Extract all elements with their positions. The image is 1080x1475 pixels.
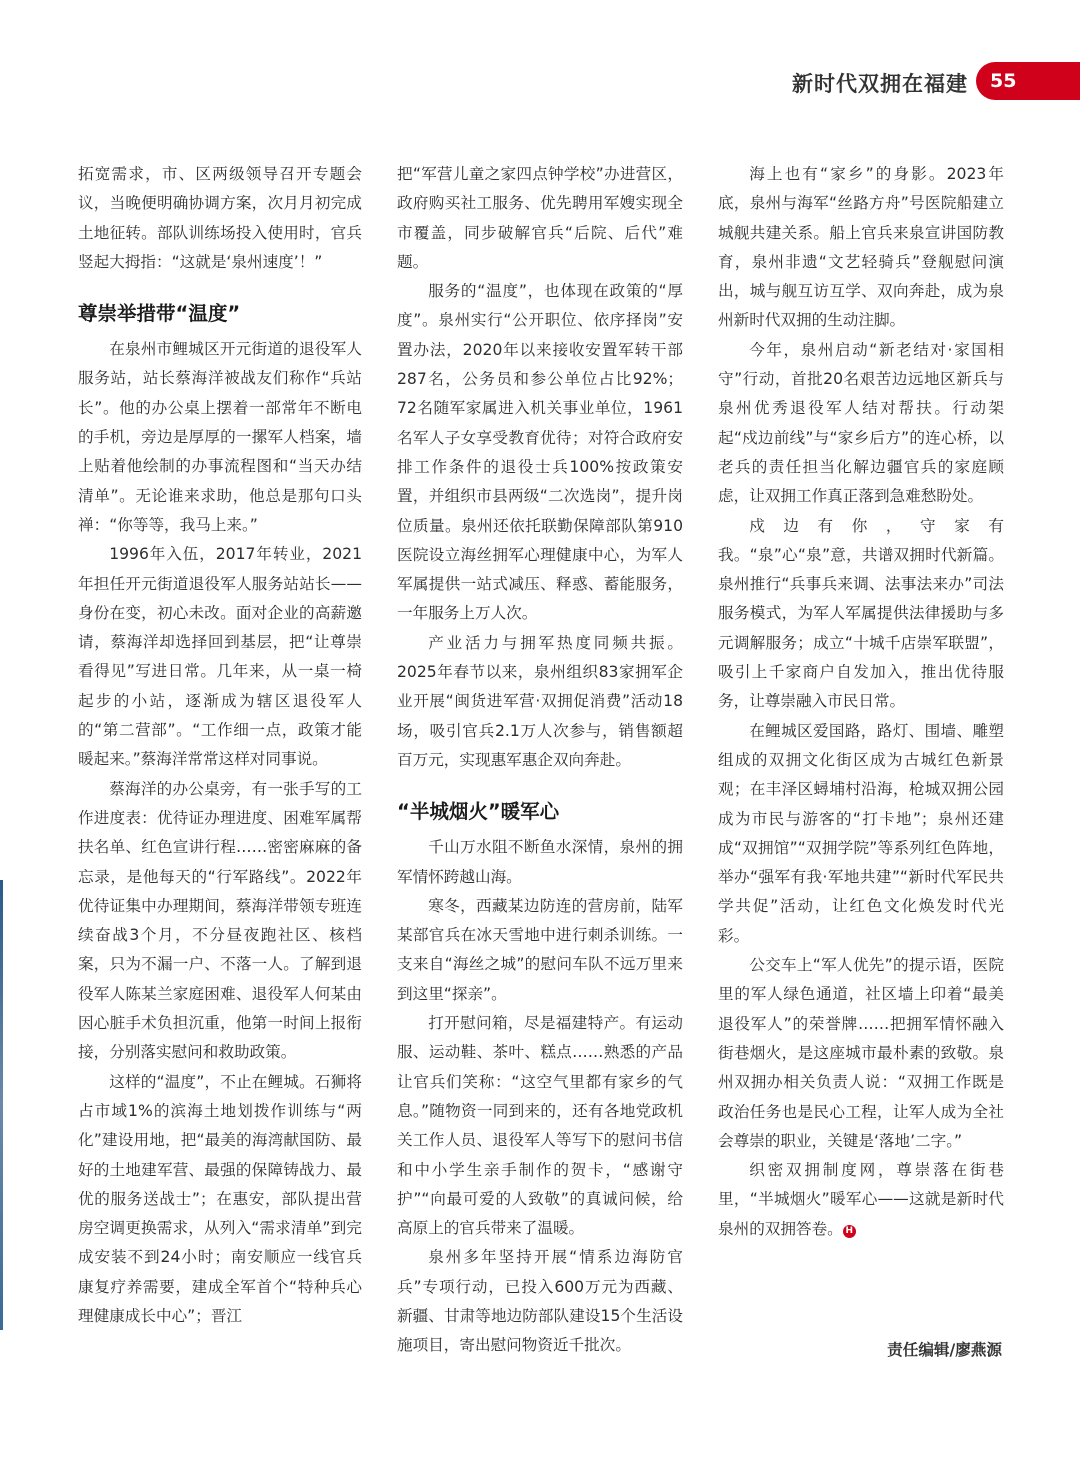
paragraph: 服务的“温度”，也体现在政策的“厚度”。泉州实行“公开职位、依序择岗”安置办法，2020年以来接收安置军转干部287名，公务员和参公单位占比92%；72名随军家属进入机关事业单位，1961名军人子女享受教育优待；对符合政府安排工作条件的退役士兵100%按政策安置，并组织市县两级“二次选岗”，提升岗位质量。泉州还依托联勤保障部队第910医院设立海丝拥军心理健康中心，为军人军属提供一站式减压、释惑、蓄能服务，一年服务上万人次。 [397, 282, 683, 623]
page-number: 55 [990, 70, 1017, 92]
page-number-tab [976, 62, 1080, 100]
column-2 [397, 160, 683, 1361]
paragraph: 寒冬，西藏某边防连的营房前，陆军某部官兵在冰天雪地中进行刺杀训练。一支来自“海丝之城”的慰问车队不远万里来到这里“探亲”。 [397, 896, 683, 1003]
paragraph: 在鲤城区爱国路，路灯、围墙、雕塑组成的双拥文化街区成为古城红色新景观；在丰泽区蟳埔村沿海，枪城双拥公园成为市民与游客的“打卡地”；泉州还建成“双拥馆”“双拥学院”等系列红色阵地，举办“强军有我·军地共建”“新时代军民共学共促”活动，让红色文化焕发时代光彩。 [718, 721, 1004, 945]
paragraph: 今年，泉州启动“新老结对·家国相守”行动，首批20名艰苦边远地区新兵与泉州优秀退役军人结对帮扶。行动架起“戍边前线”与“家乡后方”的连心桥，以老兵的责任担当化解边疆官兵的家庭顾虑，让双拥工作真正落到急难愁盼处。 [718, 340, 1004, 506]
paragraph: 打开慰问箱，尽是福建特产。有运动服、运动鞋、茶叶、糕点……熟悉的产品让官兵们笑称：“这空气里都有家乡的气息。”随物资一同到来的，还有各地党政机关工作人员、退役军人等写下的慰问书信和中小学生亲手制作的贺卡，“感谢守护”“向最可爱的人致敬”的真诚问候，给高原上的官兵带来了温暖。 [397, 1014, 683, 1238]
section-heading: “半城烟火”暖军心 [397, 800, 560, 824]
paragraph: 产业活力与拥军热度同频共振。2025年春节以来，泉州组织83家拥军企业开展“闽货进军营·双拥促消费”活动18场，吸引官兵2.1万人次参与，销售额超百万元，实现惠军惠企双向奔赴。 [397, 633, 683, 769]
section-heading: 尊崇举措带“温度” [78, 302, 241, 326]
paragraph: 拓宽需求，市、区两级领导召开专题会议，当晚便明确协调方案，次月月初完成土地征转。部队训练场投入使用时，官兵竖起大拇指：“这就是‘泉州速度’！” [78, 165, 362, 271]
paragraph: 在泉州市鲤城区开元街道的退役军人服务站，站长蔡海洋被战友们称作“兵站长”。他的办公桌上摆着一部常年不断电的手机，旁边是厚厚的一摞军人档案，墙上贴着他绘制的办事流程图和“当天办结清单”。无论谁来求助，他总是那句口头禅：“你等等，我马上来。” [78, 340, 362, 534]
paragraph: 千山万水阻不断鱼水深情，泉州的拥军情怀跨越山海。 [397, 838, 683, 886]
editor-credit: 责任编辑/廖燕源 [887, 1341, 1002, 1359]
column-3 [718, 160, 1004, 1244]
end-mark-icon: H [843, 1225, 856, 1238]
left-edge-decoration [0, 880, 3, 1330]
paragraph: 把“军营儿童之家四点钟学校”办进营区，政府购买社工服务、优先聘用军嫂实现全市覆盖，同步破解官兵“后院、后代”难题。 [397, 165, 683, 271]
paragraph: 泉州多年坚持开展“情系边海防官兵”专项行动，已投入600万元为西藏、新疆、甘肃等地边防部队建设15个生活设施项目，寄出慰问物资近千批次。 [397, 1248, 683, 1355]
paragraph: 蔡海洋的办公桌旁，有一张手写的工作进度表：优待证办理进度、困难军属帮扶名单、红色宣讲行程……密密麻麻的备忘录，是他每天的“行军路线”。2022年优待证集中办理期间，蔡海洋带领专班连续奋战3个月，不分昼夜跑社区、核档案，只为不漏一户、不落一人。了解到退役军人陈某兰家庭困难、退役军人何某由因心脏手术负担沉重，他第一时间上报衔接，分别落实慰问和救助政策。 [78, 779, 362, 1062]
paragraph: 公交车上“军人优先”的提示语，医院里的军人绿色通道，社区墙上印着“最美退役军人”的荣誉牌……把拥军情怀融入街巷烟火，是这座城市最朴素的致敬。泉州双拥办相关负责人说：“双拥工作既是政治任务也是民心工程，让军人成为全社会尊崇的职业，关键是‘落地’二字。” [718, 956, 1004, 1150]
paragraph-final [718, 1156, 1004, 1244]
paragraph: 戍边有你，守家有我。“泉”心“泉”意，共谱双拥时代新篇。泉州推行“兵事兵来调、法事法来办”司法服务模式，为军人军属提供法律援助与多元调解服务；成立“十城千店崇军联盟”，吸引上千家商户自发加入，推出优待服务，让尊崇融入市民日常。 [718, 516, 1004, 711]
paragraph: 海上也有“家乡”的身影。2023年底，泉州与海军“丝路方舟”号医院船建立城舰共建关系。船上官兵来泉宣讲国防教育，泉州非遗“文艺轻骑兵”登舰慰问演出，城与舰互访互学、双向奔赴，成为泉州新时代双拥的生动注脚。 [718, 165, 1004, 330]
paragraph: 1996年入伍，2017年转业，2021年担任开元街道退役军人服务站站长——身份在变，初心未改。面对企业的高薪邀请，蔡海洋却选择回到基层，把“让尊崇看得见”写进日常。几年来，从一桌一椅起步的小站，逐渐成为辖区退役军人的“第二营部”。“工作细一点，政策才能暖起来。”蔡海洋常常这样对同事说。 [78, 545, 362, 769]
paragraph: 这样的“温度”，不止在鲤城。石狮将占市域1%的滨海土地划拨作训练与“两化”建设用地，把“最美的海湾献国防、最好的土地建军营、最强的保障铸战力、最优的服务送战士”；在惠安，部队提出营房空调更换需求，从列入“需求清单”到完成安装不到24小时；南安顺应一线官兵康复疗养需要，建成全军首个“特种兵心理健康成长中心”；晋江 [78, 1072, 362, 1325]
paragraph-final-text: 织密双拥制度网，尊崇落在街巷里，“半城烟火”暖军心——这就是新时代泉州的双拥答卷。 [718, 1161, 1004, 1238]
column-1 [78, 160, 362, 1331]
section-title: 新时代双拥在福建 [792, 72, 968, 96]
